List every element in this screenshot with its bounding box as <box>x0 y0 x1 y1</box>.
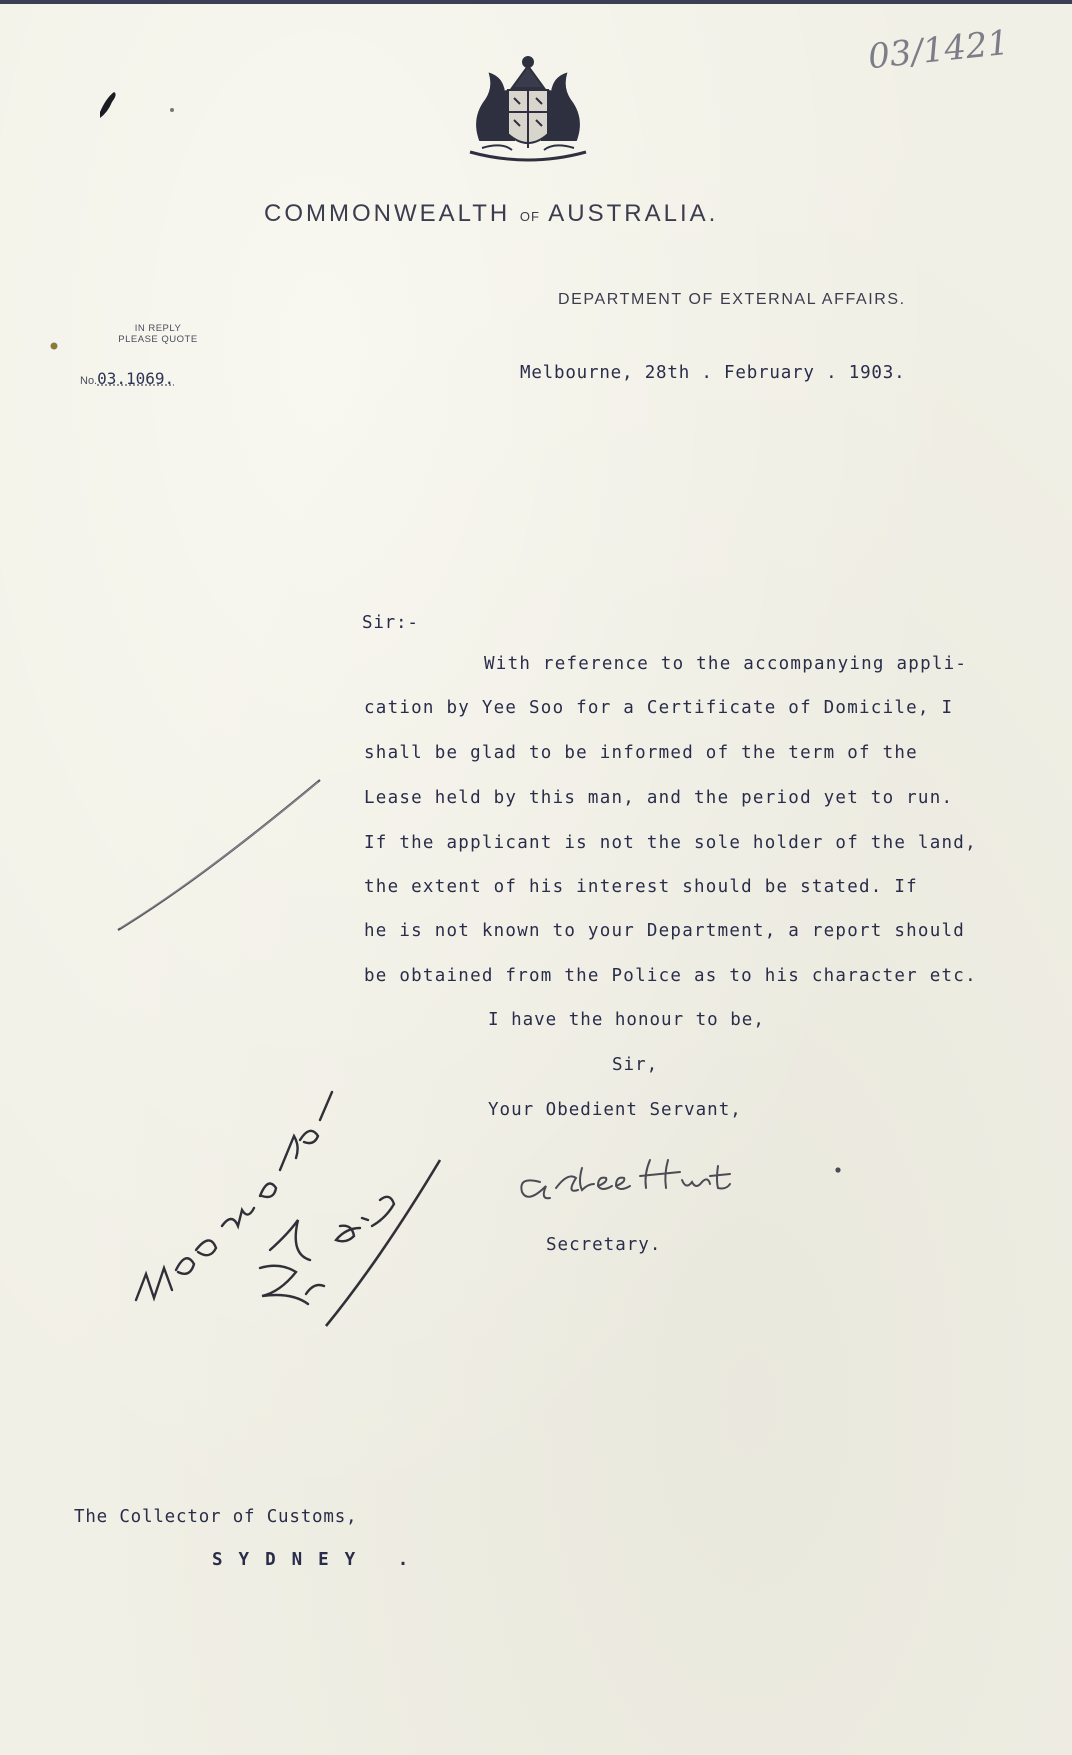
reference-no-label: No. <box>80 375 98 387</box>
file-number-annotation: 03/1421 <box>866 22 1011 78</box>
signature-icon <box>521 1160 839 1198</box>
reference-number <box>80 369 174 388</box>
handwritten-note <box>136 1092 394 1304</box>
body-line: be obtained from the Police as to his character etc. <box>364 966 977 986</box>
closing-line: Your Obedient Servant, <box>488 1100 742 1120</box>
reference-number-value: 03.1069. <box>97 369 175 388</box>
in-reply-line1: IN REPLY <box>134 323 182 334</box>
in-reply-line2: PLEASE QUOTE <box>118 334 198 345</box>
pencil-stroke <box>118 780 320 930</box>
body-line: Lease held by this man, and the period yet to run. <box>364 788 954 808</box>
pencil-stroke <box>326 1160 440 1326</box>
body-line: the extent of his interest should be stated. If <box>364 877 918 897</box>
body-line: shall be glad to be informed of the term of the <box>364 743 918 763</box>
salutation: Sir:- <box>362 613 419 633</box>
ink-dot <box>51 343 58 350</box>
dateline: Melbourne, 28th . February . 1903. <box>520 363 906 383</box>
body-line: With reference to the accompanying appli- <box>484 654 968 674</box>
addressee-line: The Collector of Customs, <box>74 1507 358 1527</box>
closing-line: I have the honour to be, <box>488 1010 765 1030</box>
letterhead-of: OF <box>519 209 540 224</box>
ink-blot <box>100 92 116 118</box>
body-line: he is not known to your Department, a report should <box>364 921 966 941</box>
closing-line: Sir, <box>612 1055 659 1075</box>
department-name: DEPARTMENT OF EXTERNAL AFFAIRS. <box>558 291 906 308</box>
body-line: cation by Yee Soo for a Certificate of Domicile, I <box>364 698 954 718</box>
top-border <box>0 0 1072 4</box>
coat-of-arms-icon <box>452 48 604 172</box>
addressee-city: SYDNEY . <box>212 1550 425 1570</box>
body-line: If the applicant is not the sole holder of the land, <box>364 833 977 853</box>
ink-dot <box>170 108 174 112</box>
letterhead-commonwealth: COMMONWEALTH <box>264 200 511 227</box>
signature-title: Secretary. <box>546 1235 662 1255</box>
in-reply-stamp <box>98 323 218 345</box>
letterhead-australia: AUSTRALIA. <box>548 200 719 227</box>
pencil-stroke <box>120 782 318 928</box>
letterhead-title <box>264 200 718 228</box>
